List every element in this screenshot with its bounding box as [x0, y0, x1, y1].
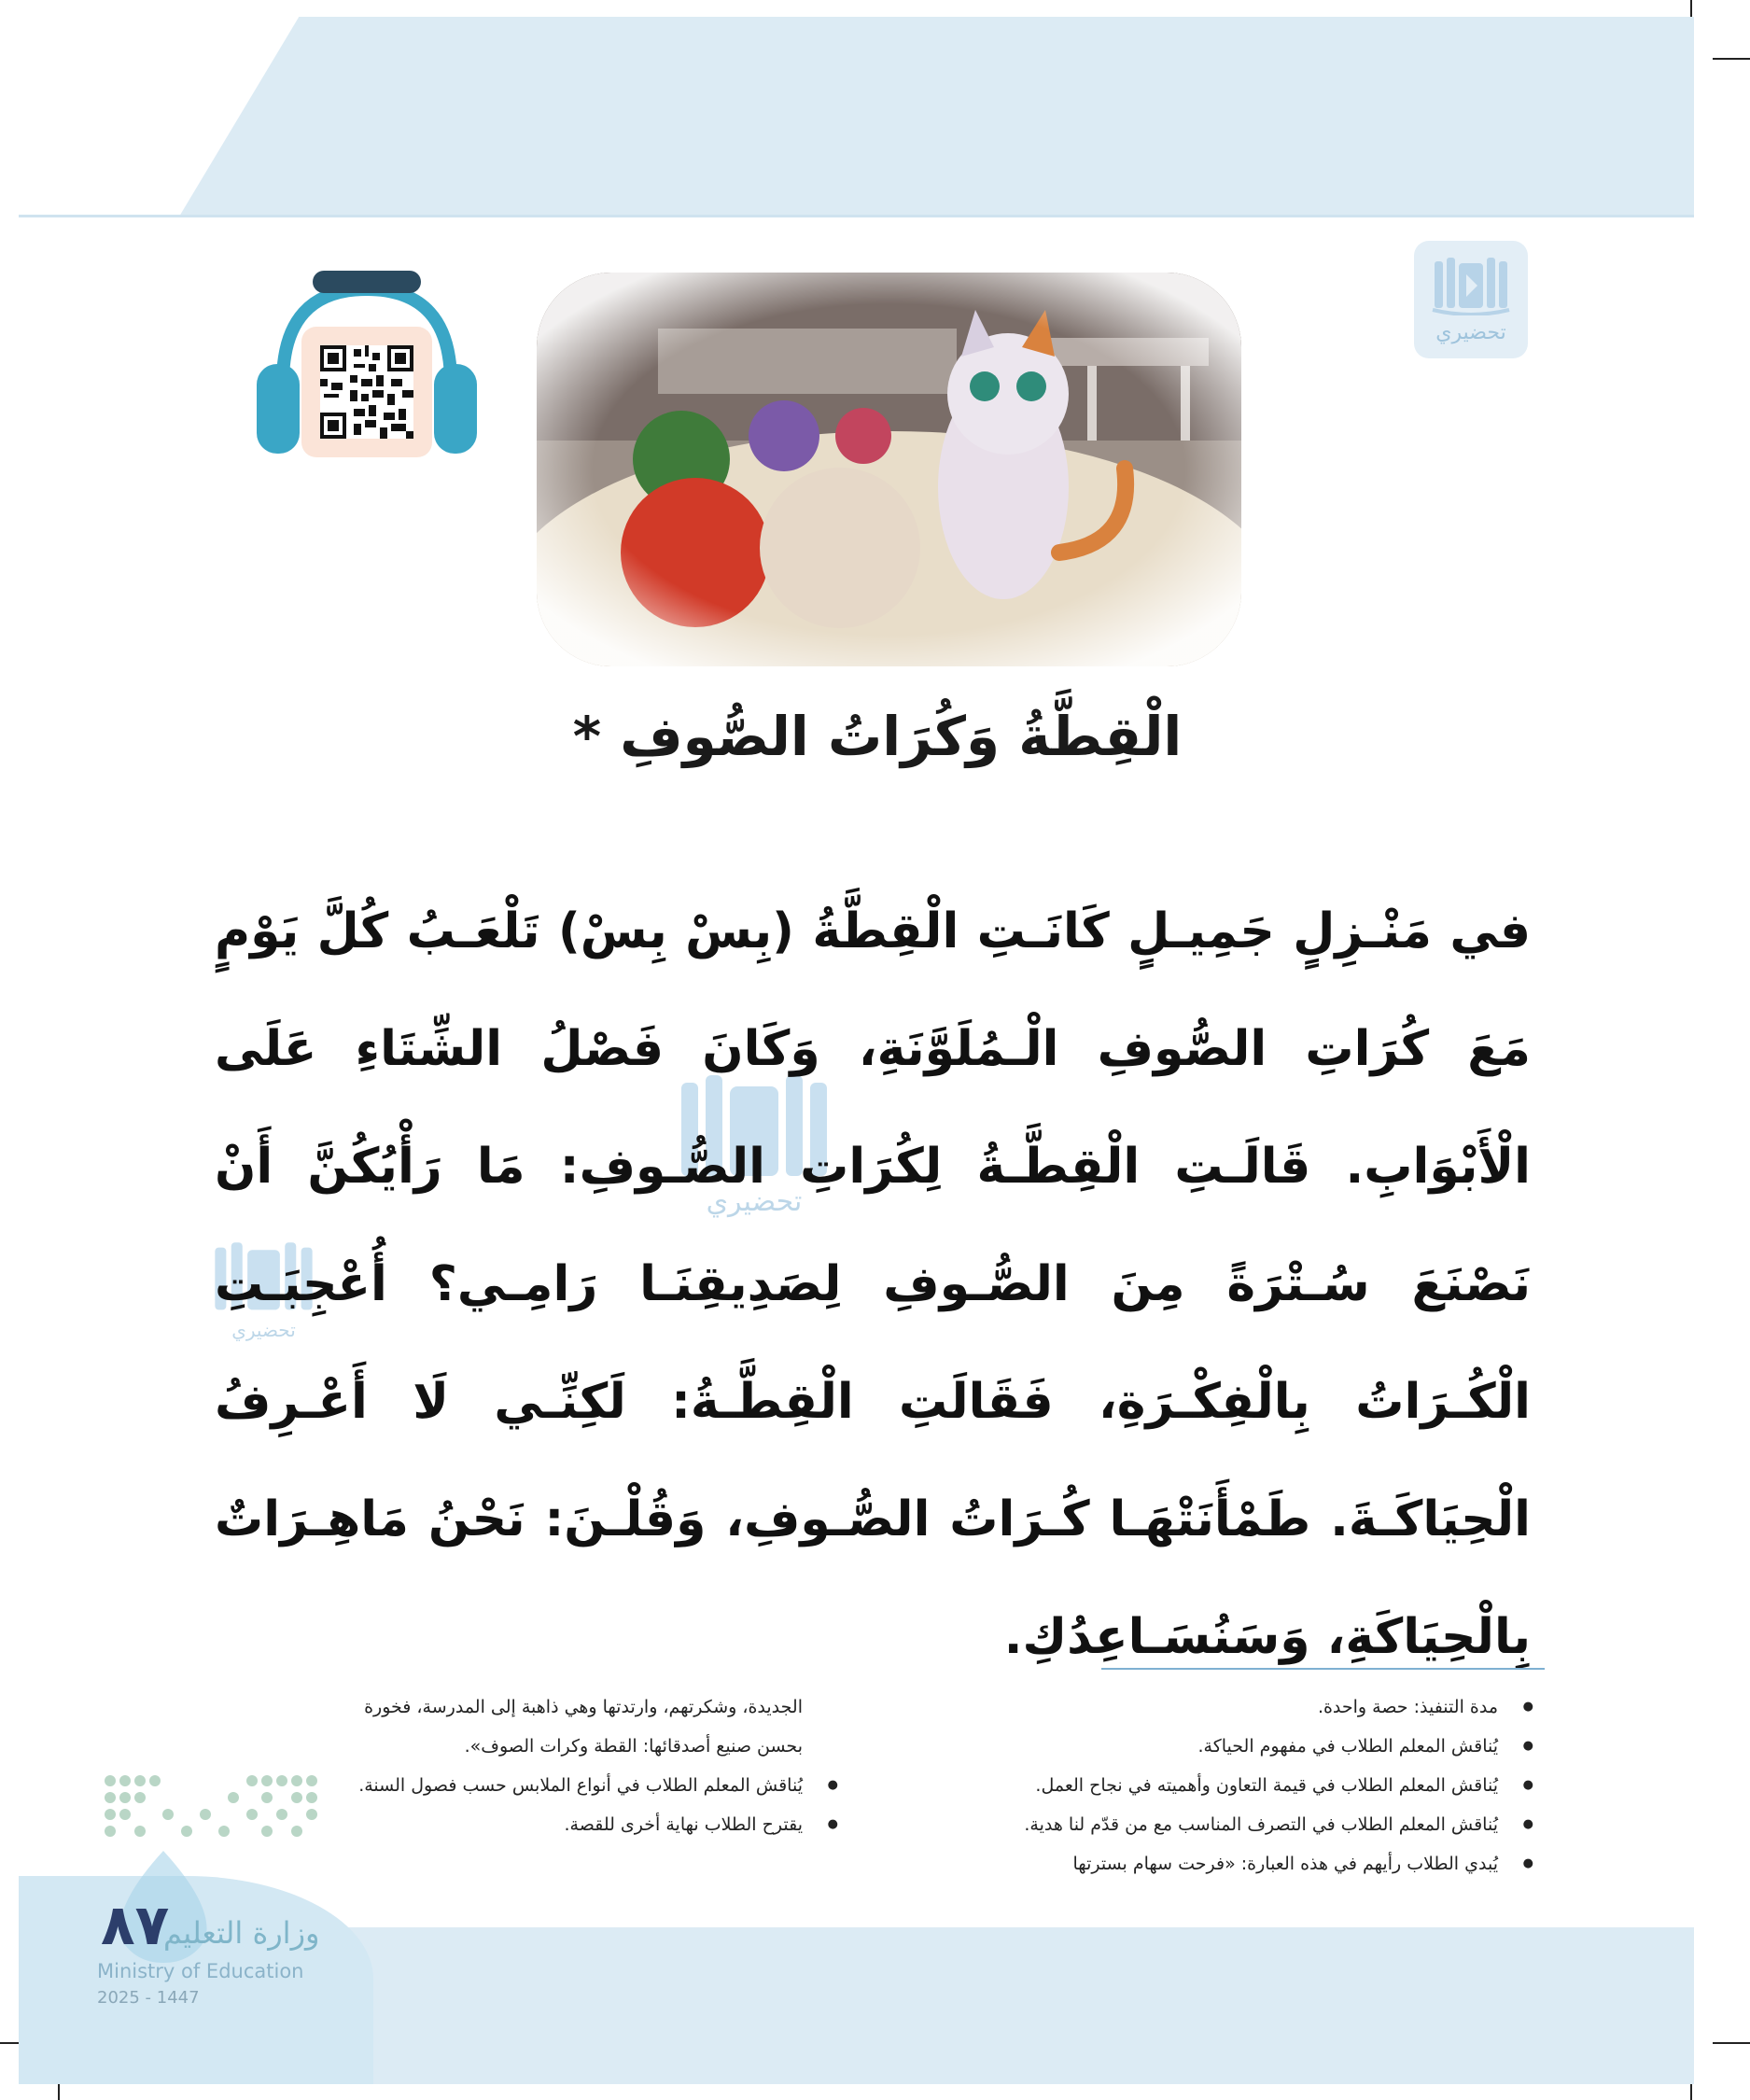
qr-code-icon[interactable] — [320, 345, 413, 439]
page-number: ٨٧ — [101, 1893, 170, 1958]
ministry-dots-icon — [103, 1771, 319, 1855]
qr-card — [301, 327, 432, 457]
story-illustration — [537, 273, 1241, 666]
story-paragraph: في مَنْـزِلٍ جَمِيـلٍ كَانَـتِ الْقِطَّةُ (بِسْ بِسْ) تَلْعَـبُ كُلَّ يَوْمٍ مَعَ كُرَاتِ الصُّوفِ الْـمُلَوَّنَةِ، وَكَانَ فَصْلُ الشِّتَاءِ عَلَى الْأَبْوَابِ. قَالَـتِ الْقِطَّـةُ لِكُرَاتِ الصُّـوفِ: مَا رَأْيُكُنَّ أَنْ نَصْنَعَ سُـتْرَةً مِنَ الصُّـوفِ لِصَدِيقِنَـا رَامِـي؟ أُعْجِبَـتِ الْكُـرَاتُ بِالْفِكْـرَةِ، فَقَالَتِ الْقِطَّـةُ: لَكِنِّـي لَا أَعْـرِفُ الْحِيَاكَـةَ. طَمْأَنَتْهَـا كُـرَاتُ الصُّـوفِ، وَقُلْـنَ: نَحْنُ مَاهِـرَاتٌ بِالْحِيَاكَةِ، وَسَنُسَـاعِدُكِ. — [215, 903, 1531, 1665]
brand-logo — [1414, 241, 1528, 358]
watermark-label: تحضيري — [706, 1185, 803, 1218]
books-logo-icon — [1431, 254, 1511, 315]
cat-and-yarn-balls-image — [537, 273, 1241, 666]
watermark-label: تحضيري — [231, 1319, 296, 1341]
note-continuation: بحسن صنيع أصدقائها: القطة وكرات الصوف». — [464, 1736, 803, 1757]
academic-year: 2025 - 1447 — [97, 1988, 200, 2008]
notes-divider — [1101, 1668, 1545, 1670]
note-item: ● يُناقش المعلم الطلاب في التصرف المناسب مع من قدّم لنا هدية. — [919, 1805, 1498, 1844]
note-item: ● مدة التنفيذ: حصة واحدة. — [919, 1687, 1498, 1727]
story-title: الْقِطَّةُ وَكُرَاتُ الصُّوفِ * — [572, 705, 1183, 768]
crop-mark — [1713, 58, 1750, 60]
teacher-notes-left — [280, 1687, 803, 1844]
crop-mark — [1713, 2042, 1750, 2044]
audio-qr-block[interactable] — [257, 271, 477, 467]
note-item: ● يُبدي الطلاب رأيهم في هذه العبارة: «فرحت سهام بسترتها — [919, 1844, 1498, 1883]
teacher-notes-right — [919, 1687, 1498, 1883]
note-item: ● يُناقش المعلم الطلاب في أنواع الملابس حسب فصول السنة. — [280, 1766, 803, 1805]
ministry-name-english: Ministry of Education — [97, 1960, 304, 1982]
top-band-edge — [19, 215, 1694, 217]
brand-label: تحضيري — [1435, 321, 1506, 344]
note-item: ● يقترح الطلاب نهاية أخرى للقصة. — [280, 1805, 803, 1844]
ministry-name-arabic: وزارة التعليم — [163, 1915, 320, 1951]
note-item: ● يُناقش المعلم الطلاب في قيمة التعاون وأهميته في نجاح العمل. — [919, 1766, 1498, 1805]
note-continuation: الجديدة، وشكرتهم، وارتدتها وهي ذاهبة إلى المدرسة، فخورة — [364, 1697, 803, 1717]
note-item: ● يُناقش المعلم الطلاب في مفهوم الحياكة. — [919, 1727, 1498, 1766]
